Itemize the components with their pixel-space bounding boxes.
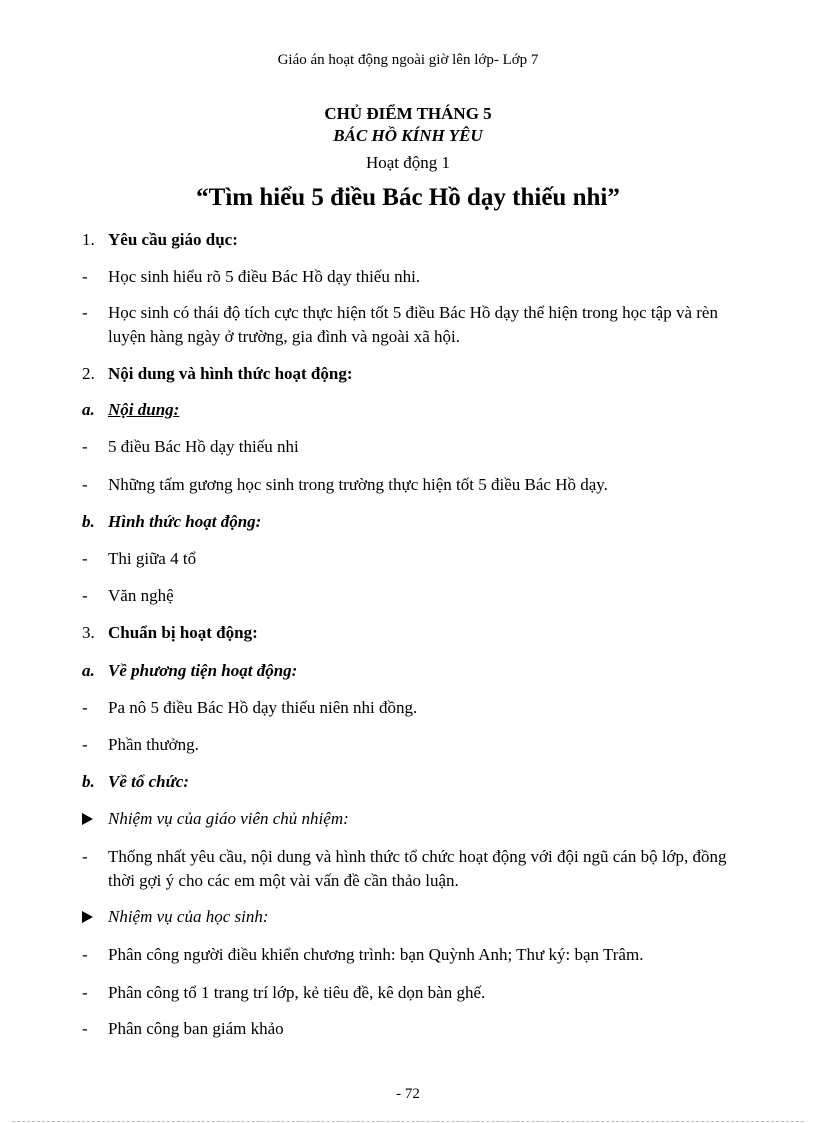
list-item-text: Thống nhất yêu cầu, nội dung và hình thức tổ chức hoạt động với đội ngũ cán bộ lớp, đồng thời gợi ý cho các em một vài vấn đề cần thảo luận. [108,847,727,890]
dash-bullet: - [82,303,88,322]
section-number: 2. [82,364,95,383]
page-title: “Tìm hiểu 5 điều Bác Hồ dạy thiếu nhi” [196,184,620,211]
section-number: 1. [82,230,95,249]
list-item-text: Phần thưởng. [108,735,199,754]
list-item-text: Phân công người điều khiển chương trình: bạn Quỳnh Anh; Thư ký: bạn Trâm. [108,945,644,964]
subsection-heading-text: Hình thức hoạt động: [108,512,262,531]
theme-block [0,103,816,147]
theme-subtitle: BÁC HỒ KÍNH YÊU [333,126,483,145]
list-item-text: Học sinh hiểu rõ 5 điều Bác Hồ dạy thiếu nhi. [108,267,421,286]
page-number: - 72 [396,1086,420,1102]
activity-label: Hoạt động 1 [365,153,451,172]
subsection-letter: a. [82,661,95,680]
list-item-text: Thi giữa 4 tổ [108,549,197,568]
subsection-letter: b. [82,512,95,531]
section-heading-text: Chuẩn bị hoạt động: [108,623,258,642]
list-item-text: Học sinh có thái độ tích cực thực hiện tốt 5 điều Bác Hồ dạy thể hiện trong học tập và rèn luyện hàng ngày ở trường, gia đình và ngoài xã hội. [108,303,718,346]
dash-bullet: - [82,475,88,494]
running-header: Giáo án hoạt động ngoài giờ lên lớp- Lớp 7 [277,52,539,68]
dash-bullet: - [82,847,88,866]
subsection-letter: b. [82,772,95,791]
dash-bullet: - [82,983,88,1002]
section-number: 3. [82,623,95,642]
list-item-text: Những tấm gương học sinh trong trường thực hiện tốt 5 điều Bác Hồ dạy. [108,475,608,494]
dash-bullet: - [82,586,88,605]
dash-bullet: - [82,437,88,456]
section-heading-text: Nội dung và hình thức hoạt động: [108,364,353,383]
dash-bullet: - [82,267,88,286]
list-item-text: Văn nghệ [108,586,174,605]
list-item-text: 5 điều Bác Hồ dạy thiếu nhi [108,437,299,456]
subsection-heading-text: Nội dung: [108,400,180,419]
task-heading-text: Nhiệm vụ của học sinh: [108,907,269,926]
dash-bullet: - [82,945,88,964]
dash-bullet: - [82,1019,88,1038]
list-item-text: Phân công tổ 1 trang trí lớp, kẻ tiêu đề, kê dọn bàn ghế. [108,983,486,1002]
list-item-text: Pa nô 5 điều Bác Hồ dạy thiếu niên nhi đồng. [108,698,418,717]
arrow-bullet-icon [82,807,93,832]
dash-bullet: - [82,549,88,568]
footer-divider [12,1121,804,1122]
subsection-heading-text: Về tổ chức: [108,772,189,791]
subsection-heading-text: Về phương tiện hoạt động: [108,661,298,680]
list-item-text: Phân công ban giám khảo [108,1019,284,1038]
task-heading-text: Nhiệm vụ của giáo viên chủ nhiệm: [108,809,349,828]
dash-bullet: - [82,735,88,754]
section-heading-text: Yêu cầu giáo dục: [108,230,238,249]
theme-title: CHỦ ĐIỂM THÁNG 5 [324,104,492,123]
dash-bullet: - [82,698,88,717]
subsection-letter: a. [82,400,95,419]
arrow-bullet-icon [82,905,93,930]
